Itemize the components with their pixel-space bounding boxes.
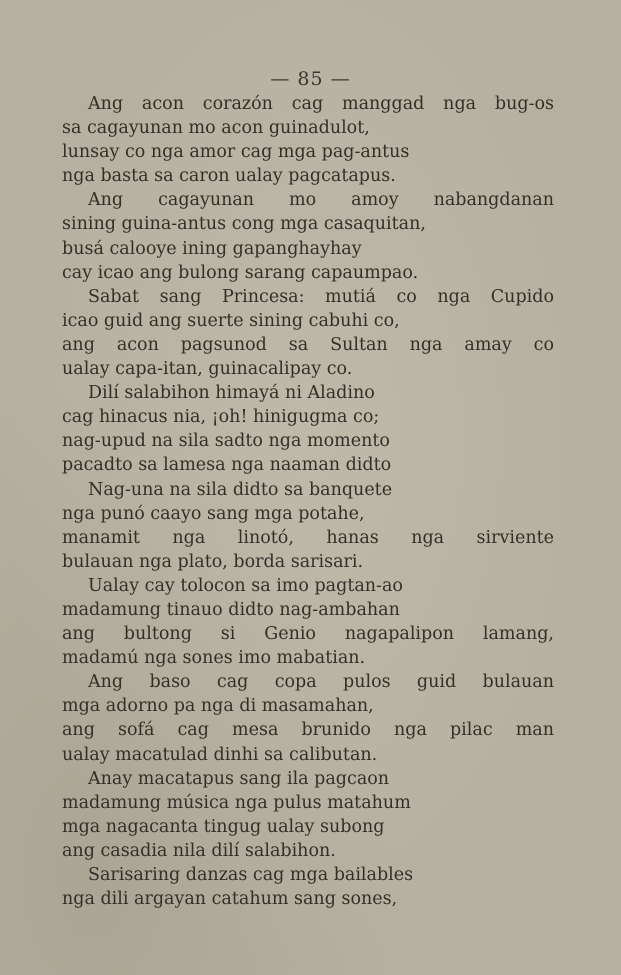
text-line: ang bultong si Genio nagapalipon lamang, (62, 624, 554, 645)
text-line: Anay macatapus sang ila pagcaon (88, 768, 390, 789)
text-line: manamit nga linotó, hanas nga sirviente (62, 527, 554, 548)
text-line: madamú nga sones imo mabatian. (62, 648, 366, 669)
text-line: cay icao ang bulong sarang capaumpao. (62, 262, 419, 283)
text-line: ang sofá cag mesa brunido nga pilac man (62, 720, 554, 741)
text-line: Ang baso cag copa pulos guid bulauan (88, 672, 554, 693)
text-line: nga basta sa caron ualay pagcatapus. (62, 166, 396, 187)
text-line: nga dili argayan catahum sang sones, (62, 889, 398, 910)
text-line: lunsay co nga amor cag mga pag-antus (62, 142, 410, 163)
text-line: mga adorno pa nga di masamahan, (62, 696, 374, 717)
text-line: ualay macatulad dinhi sa calibutan. (62, 744, 378, 765)
text-line: ang casadia nila dilí salabihon. (62, 840, 336, 861)
text-line: Sabat sang Princesa: mutiá co nga Cupido (88, 286, 554, 307)
text-line: madamung tinauo didto nag-ambahan (62, 599, 400, 620)
text-line: nag-upud na sila sadto nga momento (62, 431, 390, 452)
text-line: pacadto sa lamesa nga naaman didto (62, 455, 392, 476)
text-line: mga nagacanta tingug ualay subong (62, 816, 385, 837)
text-line: Sarisaring danzas cag mga bailables (88, 865, 414, 885)
text-line: Ang cagayunan mo amoy nabangdanan (88, 190, 554, 211)
page-number: — 85 — (270, 68, 351, 90)
text-line: ualay capa-itan, guinacalipay co. (62, 359, 353, 380)
text-line: busá calooye ining gapanghayhay (62, 238, 362, 259)
text-line: nga punó caayo sang mga potahe, (62, 503, 365, 524)
text-line: ang acon pagsunod sa Sultan nga amay co (62, 334, 554, 355)
text-line: Ualay cay tolocon sa imo pagtan-ao (88, 575, 403, 596)
text-line: Dilí salabihon himayá ni Aladino (88, 383, 375, 404)
text-line: madamung música nga pulus matahum (62, 792, 411, 813)
text-line: Ang acon corazón cag manggad nga bug-os (88, 94, 554, 114)
text-line: cag hinacus nia, ¡oh! hinigugma co; (62, 407, 380, 428)
poem-text-block (62, 92, 554, 911)
text-line: sa cagayunan mo acon guinadulot, (62, 118, 370, 139)
text-line: Nag-una na sila didto sa banquete (88, 479, 393, 500)
text-line: sining guina-antus cong mga casaquitan, (62, 214, 426, 235)
text-line: bulauan nga plato, borda sarisari. (62, 551, 364, 572)
text-line: icao guid ang suerte sining cabuhi co, (62, 310, 400, 331)
